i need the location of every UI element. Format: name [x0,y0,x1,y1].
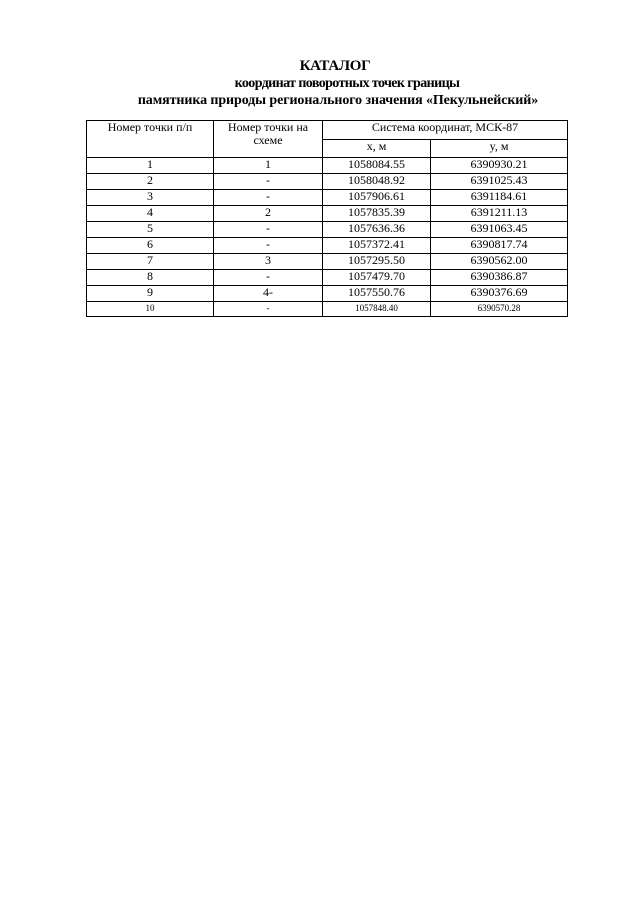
cell-y: 6391063.45 [431,222,568,238]
cell-x: 1057550.76 [323,286,431,302]
cell-point-number: 10 [87,302,214,317]
table-row [87,270,568,286]
cell-point-number: 9 [87,286,214,302]
cell-y: 6390930.21 [431,158,568,174]
cell-y: 6390570.28 [431,302,568,317]
table-row [87,302,568,317]
title-line-2: координат поворотных точек границы [234,76,460,91]
table-row [87,254,568,270]
coordinates-table [86,120,568,317]
cell-scheme-number: - [214,302,323,317]
table-row [87,206,568,222]
table-row [87,190,568,206]
cell-y: 6391184.61 [431,190,568,206]
cell-scheme-number: 1 [214,158,323,174]
cell-scheme-number: - [214,174,323,190]
cell-scheme-number: 4- [214,286,323,302]
cell-y: 6391025.43 [431,174,568,190]
cell-x: 1057835.39 [323,206,431,222]
cell-y: 6390376.69 [431,286,568,302]
cell-y: 6390562.00 [431,254,568,270]
cell-y: 6390386.87 [431,270,568,286]
cell-point-number: 5 [87,222,214,238]
cell-scheme-number: - [214,222,323,238]
cell-scheme-number: 2 [214,206,323,222]
cell-scheme-number: 3 [214,254,323,270]
cell-scheme-number: - [214,238,323,254]
cell-point-number: 2 [87,174,214,190]
cell-x: 1057636.36 [323,222,431,238]
header-point-number: Номер точки п/п [87,121,214,158]
cell-y: 6391211.13 [431,206,568,222]
catalog-title [0,58,640,110]
cell-x: 1057372.41 [323,238,431,254]
cell-x: 1057295.50 [323,254,431,270]
header-coordinate-system: Система координат, МСК-87 [323,121,568,140]
header-x: x, м [323,140,431,158]
cell-x: 1058084.55 [323,158,431,174]
title-line-1: КАТАЛОГ [299,58,371,74]
cell-y: 6390817.74 [431,238,568,254]
title-line-3: памятника природы регионального значения «Пекульнейский» [137,93,539,108]
cell-scheme-number: - [214,270,323,286]
cell-x: 1058048.92 [323,174,431,190]
cell-scheme-number: - [214,190,323,206]
table-row [87,222,568,238]
cell-point-number: 4 [87,206,214,222]
table-row [87,238,568,254]
cell-point-number: 1 [87,158,214,174]
cell-point-number: 3 [87,190,214,206]
header-scheme-number: Номер точки на схеме [214,121,323,158]
table-row [87,174,568,190]
cell-point-number: 8 [87,270,214,286]
table-row [87,158,568,174]
cell-x: 1057848.40 [323,302,431,317]
cell-x: 1057479.70 [323,270,431,286]
cell-point-number: 7 [87,254,214,270]
cell-point-number: 6 [87,238,214,254]
header-y: y, м [431,140,568,158]
table-row [87,286,568,302]
cell-x: 1057906.61 [323,190,431,206]
